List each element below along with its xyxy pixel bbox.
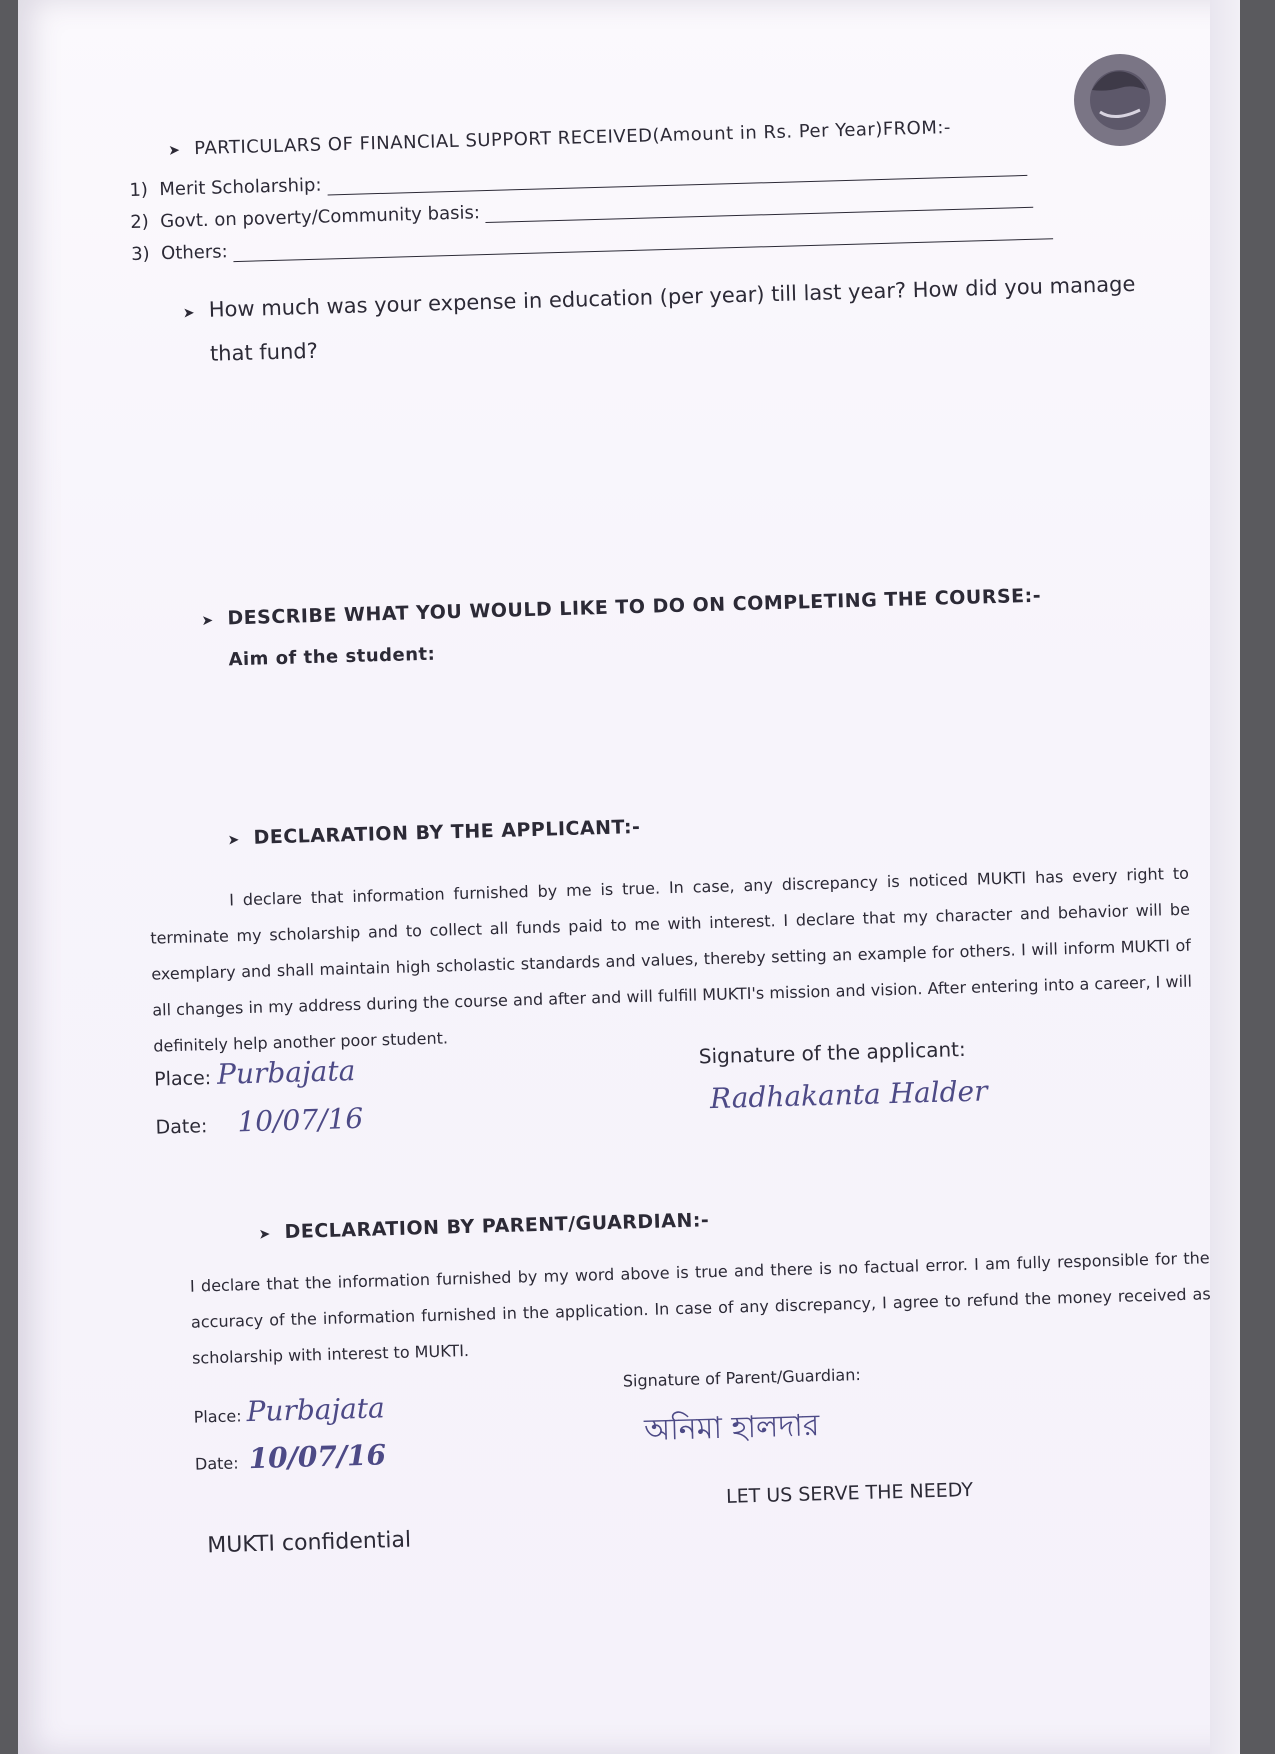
page-edge [1210, 0, 1240, 1754]
footer-confidential: MUKTI confidential [206, 1527, 412, 1559]
document-page [18, 0, 1240, 1754]
applicant-declaration-text: I declare that information furnished by me is true. In case, any discrepancy is noticed MUKTI has every right to terminate my scholarship and to collect all funds paid to me with interest. I declare that my character and behavior will be exemplary and shall maintain high scholastic standards and values, thereby setting an example for others. I will inform MUKTI of all changes in my address during the course and after and will fulfill MUKTI's mission and vision. After entering into a career, I will definitely help another poor student. [150, 863, 1193, 1056]
applicant-place: Place: Purbajata [153, 1054, 356, 1091]
aim-answer-area[interactable] [229, 657, 1132, 812]
guardian-date: Date: 10/07/16 [194, 1438, 387, 1476]
guardian-date-value[interactable]: 10/07/16 [248, 1438, 387, 1476]
expense-question-cont: that fund? [209, 338, 319, 366]
applicant-declaration-heading: ➤ DECLARATION BY THE APPLICANT:- [227, 815, 641, 849]
guardian-declaration-text: I declare that the information furnished by my word above is true and there is no factual error. I am fully responsible for the accuracy of the information furnished in the application. In case of any discrepancy, I agree to refund the money received as scholarship with interest to MUKTI. [189, 1248, 1211, 1368]
arrow-bullet-icon: ➤ [201, 612, 214, 630]
mukti-logo [1070, 50, 1170, 150]
guardian-signature-label: Signature of Parent/Guardian: [622, 1365, 861, 1391]
applicant-date: Date: 10/07/16 [155, 1101, 364, 1139]
applicant-signature-label: Signature of the applicant: [698, 1036, 966, 1069]
guardian-declaration-heading: ➤ DECLARATION BY PARENT/GUARDIAN:- [258, 1209, 710, 1244]
form-content [128, 110, 1211, 1559]
financial-item-3: 3) Others: [131, 218, 1053, 265]
describe-heading: ➤ DESCRIBE WHAT YOU WOULD LIKE TO DO ON COMPLETING THE COURSE:- [201, 584, 1042, 630]
expense-question: ➤ How much was your expense in education (per year) till last year? How did you manage [182, 271, 1136, 322]
arrow-bullet-icon: ➤ [182, 305, 195, 322]
expense-answer-area[interactable] [211, 353, 1116, 578]
guardian-place-value[interactable]: Purbajata [246, 1391, 386, 1429]
applicant-date-value[interactable]: 10/07/16 [237, 1101, 364, 1139]
applicant-place-value[interactable]: Purbajata [216, 1054, 356, 1091]
govt-support-field[interactable] [485, 189, 1033, 223]
footer-slogan: LET US SERVE THE NEEDY [725, 1478, 974, 1508]
guardian-signature[interactable]: অনিমা হালদার [643, 1408, 820, 1449]
guardian-place: Place: Purbajata [193, 1391, 386, 1429]
applicant-signature[interactable]: Radhakanta Halder [709, 1074, 988, 1116]
arrow-bullet-icon: ➤ [258, 1226, 272, 1243]
financial-heading: ➤ PARTICULARS OF FINANCIAL SUPPORT RECEIVED(Amount in Rs. Per Year)FROM:- [168, 117, 952, 160]
aim-label: Aim of the student: [228, 643, 436, 671]
arrow-bullet-icon: ➤ [168, 142, 181, 159]
financial-item-1: 1) Merit Scholarship: [129, 155, 1027, 201]
arrow-bullet-icon: ➤ [227, 832, 241, 849]
financial-item-2: 2) Govt. on poverty/Community basis: [130, 187, 1034, 233]
